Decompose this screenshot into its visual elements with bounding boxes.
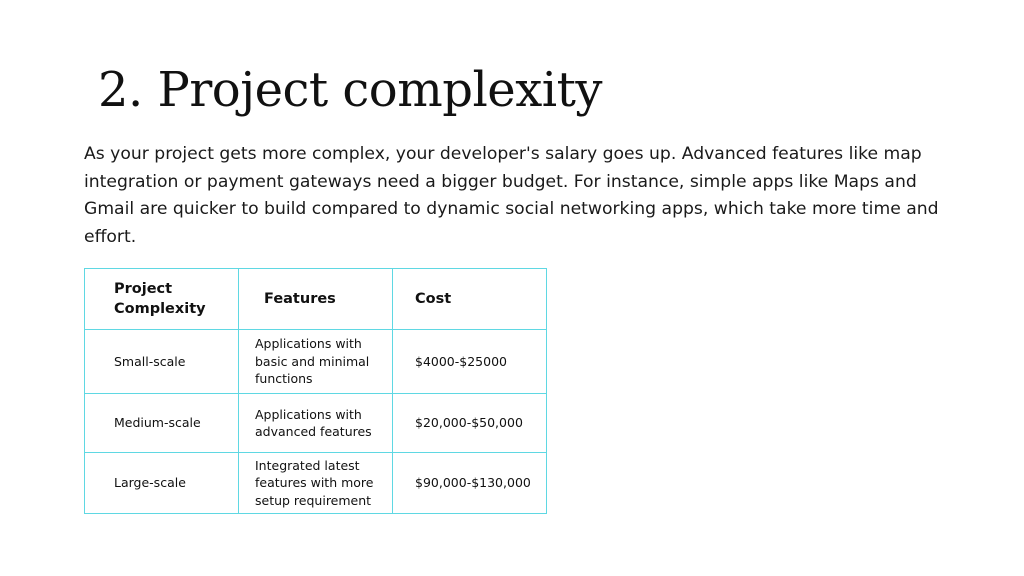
complexity-cell — [85, 453, 239, 514]
complexity-text: Medium-scale — [114, 415, 201, 431]
header-project-complexity — [85, 269, 239, 330]
cost-text: $4000-$25000 — [415, 353, 507, 369]
table-row — [85, 453, 547, 514]
header-features-text: Features — [264, 291, 336, 307]
cost-cell — [393, 394, 547, 453]
complexity-cell — [85, 394, 239, 453]
header-cost-text: Cost — [415, 291, 452, 307]
features-text: Applications with basic and minimal functions — [255, 336, 370, 387]
complexity-text: Small-scale — [114, 353, 186, 369]
table-body — [85, 330, 547, 514]
complexity-text: Large-scale — [114, 475, 186, 491]
table-row — [85, 330, 547, 394]
table-header-row — [85, 269, 547, 330]
table-header — [85, 269, 547, 330]
features-text: Integrated latest features with more setup requirement — [255, 457, 374, 508]
cost-cell — [393, 453, 547, 514]
header-features — [239, 269, 393, 330]
project-complexity-table — [84, 268, 547, 514]
cost-cell — [393, 330, 547, 394]
intro-paragraph: As your project gets more complex, your developer's salary goes up. Advanced features like map integration or payment gateways need a bigger budget. For instance, simple apps like Maps and Gmail are quicker to build compared to dynamic social networking apps, which take more time and effort. — [84, 144, 939, 247]
features-cell — [239, 394, 393, 453]
cost-text: $20,000-$50,000 — [415, 415, 523, 431]
features-cell — [239, 330, 393, 394]
slide-title: 2. Project complexity — [98, 62, 603, 118]
cost-text: $90,000-$130,000 — [415, 475, 531, 491]
complexity-cell — [85, 330, 239, 394]
header-cost — [393, 269, 547, 330]
table-row — [85, 394, 547, 453]
features-text: Applications with advanced features — [255, 406, 372, 439]
header-project-complexity-text: Project Complexity — [114, 281, 206, 317]
features-cell — [239, 453, 393, 514]
